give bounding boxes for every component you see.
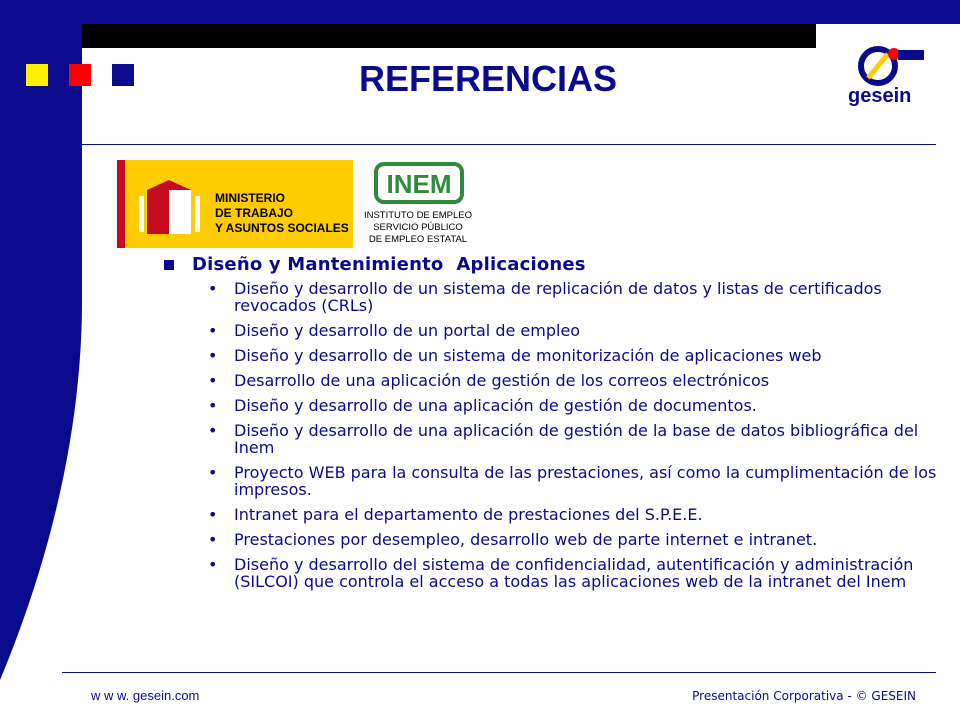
inem-line-3: DE EMPLEO ESTATAL <box>368 234 468 245</box>
list-item-text: Prestaciones por desempleo, desarrollo web de parte internet e intranet. <box>234 530 818 549</box>
list-item <box>208 531 953 548</box>
list-item-text: Diseño y desarrollo de un sistema de replicación de datos y listas de certificados revocados (CRLs) <box>234 279 882 315</box>
footer-website: w w w. gesein.com <box>91 688 200 703</box>
bullet-dot-icon: • <box>208 505 218 524</box>
list-item-text: Intranet para el departamento de prestaciones del S.P.E.E. <box>234 505 703 524</box>
list-item-text: Diseño y desarrollo de una aplicación de gestión de documentos. <box>234 396 757 415</box>
bottom-divider <box>62 672 936 673</box>
list-item <box>208 322 953 339</box>
reference-list <box>208 280 953 598</box>
list-item <box>208 422 953 456</box>
list-item-text: Proyecto WEB para la consulta de las prestaciones, así como la cumplimentación de los impresos. <box>234 463 937 499</box>
list-item-text: Diseño y desarrollo de un portal de empleo <box>234 321 581 340</box>
bullet-dot-icon: • <box>208 346 218 365</box>
bullet-dot-icon: • <box>208 279 218 298</box>
section-heading <box>164 254 586 275</box>
ministerio-line-1: MINISTERIO <box>215 191 286 205</box>
square-bullet-icon <box>164 260 174 270</box>
list-item-text: Diseño y desarrollo del sistema de confidencialidad, autentificación y administración (SILCOI) que controla el acceso a todas las aplicaciones web de la intranet del Inem <box>234 555 914 591</box>
inem-line-2: SERVICIO PÚBLICO <box>373 222 463 233</box>
bullet-dot-icon: • <box>208 421 218 440</box>
bullet-dot-icon: • <box>208 555 218 574</box>
list-item-text: Diseño y desarrollo de una aplicación de gestión de la base de datos bibliográfica del Inem <box>234 421 919 457</box>
list-item-text: Diseño y desarrollo de un sistema de monitorización de aplicaciones web <box>234 346 822 365</box>
yellow-square-decoration <box>26 64 48 86</box>
list-item <box>208 556 953 590</box>
inem-logo <box>356 160 480 250</box>
logo-wordmark: gesein <box>848 85 912 107</box>
inem-line-1: INSTITUTO DE EMPLEO <box>363 210 473 221</box>
inem-wordmark: INEM <box>386 169 452 199</box>
bullet-dot-icon: • <box>208 371 218 390</box>
gesein-logo-icon <box>840 40 940 110</box>
red-square-decoration <box>69 64 91 86</box>
bullet-dot-icon: • <box>208 396 218 415</box>
list-item <box>208 347 953 364</box>
list-item <box>208 372 953 389</box>
bullet-dot-icon: • <box>208 321 218 340</box>
list-item <box>208 464 953 498</box>
list-item <box>208 280 953 314</box>
list-item <box>208 506 953 523</box>
ministerio-line-2: DE TRABAJO <box>215 206 294 220</box>
list-item <box>208 397 953 414</box>
footer-credit: Presentación Corporativa - © GESEIN <box>692 689 916 703</box>
bullet-dot-icon: • <box>208 530 218 549</box>
ministerio-line-3: Y ASUNTOS SOCIALES <box>215 221 349 235</box>
list-item-text: Desarrollo de una aplicación de gestión de los correos electrónicos <box>234 371 770 390</box>
blue-square-decoration <box>112 64 134 86</box>
slide-title: REFERENCIAS <box>358 58 618 99</box>
top-divider <box>82 144 936 145</box>
ministerio-logo <box>117 160 353 248</box>
section-heading-text: Diseño y Mantenimiento Aplicaciones <box>192 254 586 275</box>
bullet-dot-icon: • <box>208 463 218 482</box>
